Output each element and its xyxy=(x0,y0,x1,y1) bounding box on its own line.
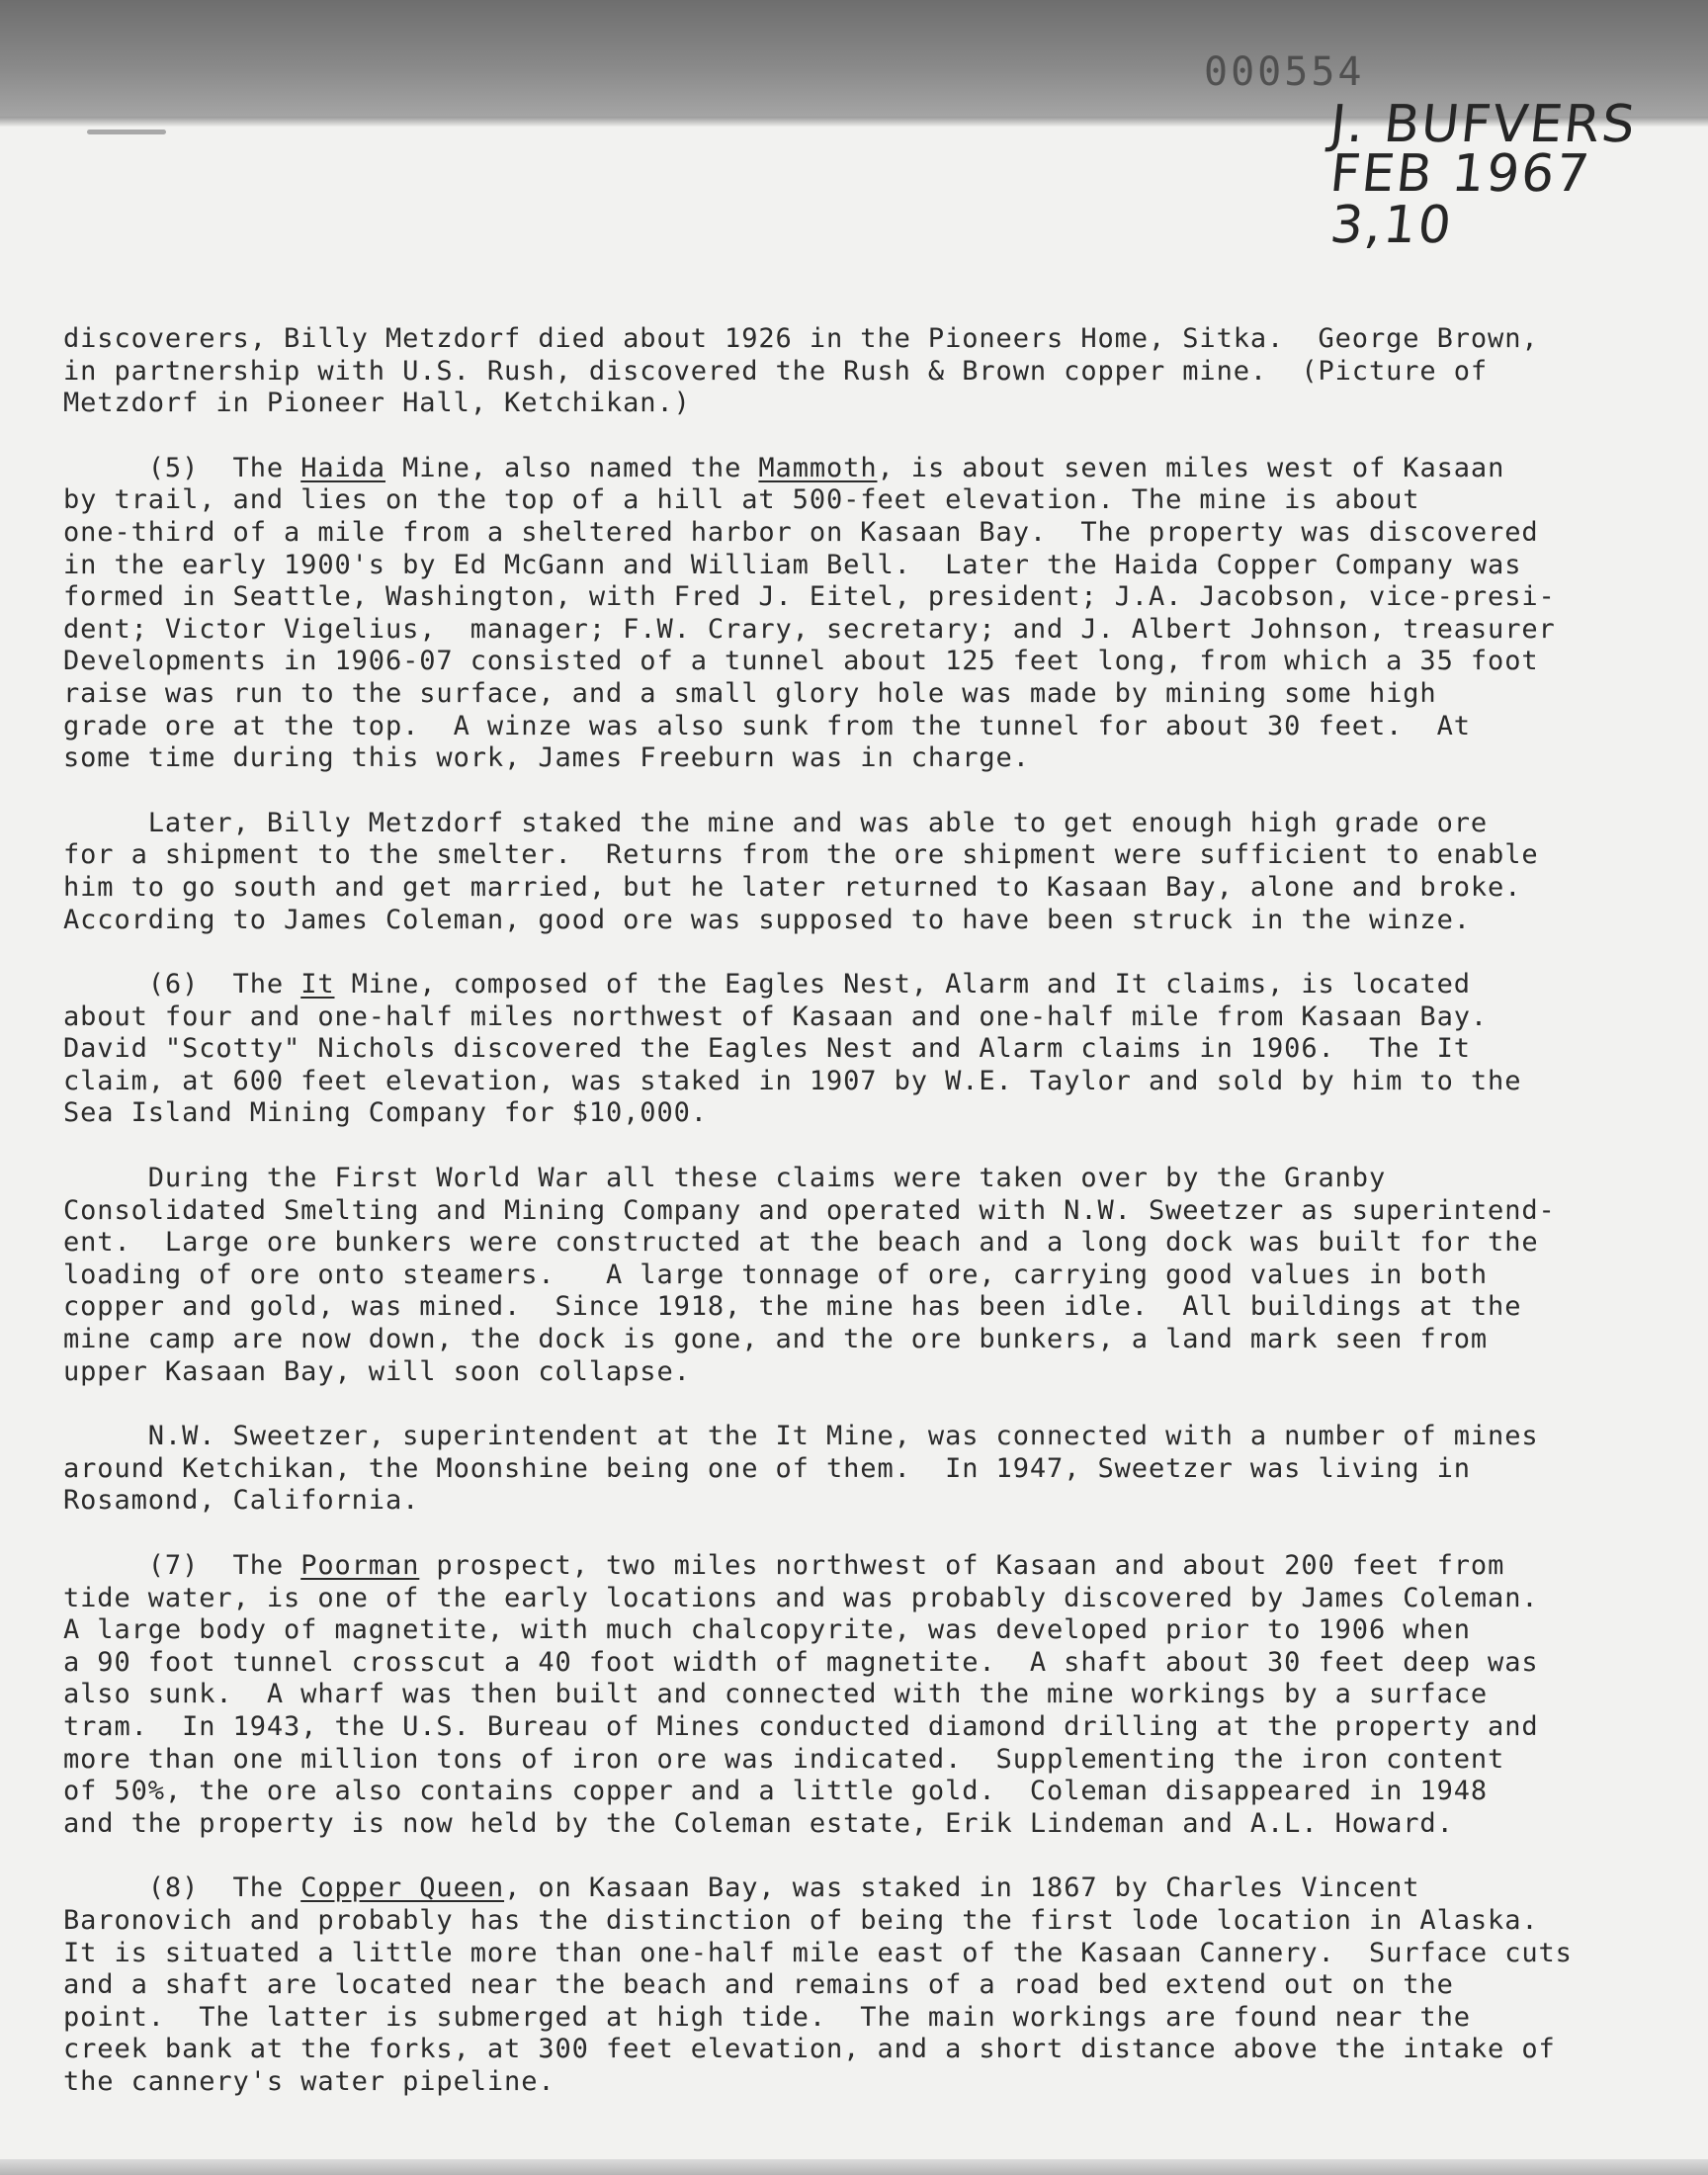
handwritten-author: J. BUFVERS xyxy=(1326,95,1640,154)
underlined-mine-name: Haida xyxy=(300,452,385,483)
text-line: N.W. Sweetzer, superintendent at the It Mine, was connected with a number of mines xyxy=(63,1421,1539,1452)
text-line: one-third of a mile from a sheltered harbor on Kasaan Bay. The property was discovered xyxy=(63,516,1539,548)
text-line: discoverers, Billy Metzdorf died about 1926 in the Pioneers Home, Sitka. George Brown, xyxy=(63,323,1539,354)
text-line: claim, at 600 feet elevation, was staked in 1907 by W.E. Taylor and sold by him to the xyxy=(63,1065,1522,1096)
text-line: a 90 foot tunnel crosscut a 40 foot width of magnetite. A shaft about 30 feet deep was xyxy=(63,1646,1539,1678)
text-line xyxy=(63,1550,1645,1583)
text-line: Later, Billy Metzdorf staked the mine and was able to get enough high grade ore xyxy=(63,807,1489,838)
text-line: upper Kasaan Bay, will soon collapse. xyxy=(63,1355,691,1387)
scan-edge-bottom xyxy=(0,2159,1708,2175)
text-line: Developments in 1906-07 consisted of a tunnel about 125 feet long, from which a 35 foot xyxy=(63,646,1539,677)
document-body xyxy=(63,323,1645,2132)
scan-mark xyxy=(87,130,166,134)
text-span: , on Kasaan Bay, was staked in 1867 by Charles Vincent xyxy=(504,1872,1420,1904)
text-span: (7) The xyxy=(63,1550,301,1581)
text-line: According to James Coleman, good ore was supposed to have been struck in the winze. xyxy=(63,904,1471,935)
text-line: copper and gold, was mined. Since 1918, the mine has been idle. All buildings at the xyxy=(63,1291,1522,1323)
text-line: around Ketchikan, the Moonshine being one of them. In 1947, Sweetzer was living in xyxy=(63,1452,1471,1484)
paragraph-metzdorf-staking xyxy=(63,808,1645,936)
text-span: (8) The xyxy=(63,1872,301,1904)
text-line: tram. In 1943, the U.S. Bureau of Mines conducted diamond drilling at the property and xyxy=(63,1710,1539,1742)
text-line: by trail, and lies on the top of a hill at 500-feet elevation. The mine is about xyxy=(63,484,1420,516)
paragraph-sweetzer xyxy=(63,1421,1645,1518)
text-span: Mine, composed of the Eagles Nest, Alarm and It claims, is located xyxy=(334,969,1471,1000)
text-line: mine camp are now down, the dock is gone, and the ore bunkers, a land mark seen from xyxy=(63,1324,1489,1355)
text-line: point. The latter is submerged at high tide. The main workings are found near the xyxy=(63,2001,1471,2033)
text-line: creek bank at the forks, at 300 feet elevation, and a short distance above the intake of xyxy=(63,2034,1556,2065)
handwritten-reference: 3,10 xyxy=(1326,196,1456,255)
text-line: dent; Victor Vigelius, manager; F.W. Crary, secretary; and J. Albert Johnson, treasurer xyxy=(63,613,1556,645)
text-line xyxy=(63,453,1645,485)
text-line: him to go south and get married, but he later returned to Kasaan Bay, alone and broke. xyxy=(63,871,1522,903)
paragraph-haida-mine xyxy=(63,453,1645,775)
text-span: (6) The xyxy=(63,969,301,1000)
text-line: the cannery's water pipeline. xyxy=(63,2065,555,2097)
text-line: and the property is now held by the Coleman estate, Erik Lindeman and A.L. Howard. xyxy=(63,1807,1454,1839)
text-line: also sunk. A wharf was then built and connected with the mine workings by a surface xyxy=(63,1679,1489,1710)
paragraph-poorman xyxy=(63,1550,1645,1840)
paragraph-it-mine xyxy=(63,969,1645,1130)
text-line: for a shipment to the smelter. Returns from the ore shipment were sufficient to enable xyxy=(63,839,1539,871)
text-line: Metzdorf in Pioneer Hall, Ketchikan.) xyxy=(63,388,691,419)
text-span: prospect, two miles northwest of Kasaan and about 200 feet from xyxy=(419,1550,1505,1581)
text-line: Sea Island Mining Company for $10,000. xyxy=(63,1097,708,1129)
text-line: of 50%, the ore also contains copper and a little gold. Coleman disappeared in 1948 xyxy=(63,1776,1489,1807)
text-line: loading of ore onto steamers. A large tonnage of ore, carrying good values in both xyxy=(63,1259,1489,1290)
text-line: more than one million tons of iron ore was indicated. Supplementing the iron content xyxy=(63,1743,1505,1775)
text-line xyxy=(63,1872,1645,1905)
text-line xyxy=(63,969,1645,1001)
text-line: in the early 1900's by Ed McGann and William Bell. Later the Haida Copper Company was xyxy=(63,549,1522,580)
text-span: , is about seven miles west of Kasaan xyxy=(877,452,1505,483)
handwritten-date: FEB 1967 xyxy=(1326,144,1594,204)
text-line: about four and one-half miles northwest of Kasaan and one-half mile from Kasaan Bay. xyxy=(63,1000,1489,1032)
text-line: grade ore at the top. A winze was also sunk from the tunnel for about 30 feet. At xyxy=(63,710,1471,741)
text-line: A large body of magnetite, with much chalcopyrite, was developed prior to 1906 when xyxy=(63,1614,1471,1646)
text-line: It is situated a little more than one-half mile east of the Kasaan Cannery. Surface cuts xyxy=(63,1937,1573,1968)
text-line: During the First World War all these claims were taken over by the Granby xyxy=(63,1163,1387,1194)
text-line: formed in Seattle, Washington, with Fred J. Eitel, president; J.A. Jacobson, vice-presi- xyxy=(63,581,1556,613)
paragraph-copper-queen xyxy=(63,1872,1645,2098)
text-line: some time during this work, James Freeburn was in charge. xyxy=(63,742,1030,774)
underlined-mine-name: Copper Queen xyxy=(300,1872,505,1904)
text-line: and a shaft are located near the beach and remains of a road bed extend out on the xyxy=(63,1969,1454,2001)
underlined-mine-name: Poorman xyxy=(300,1550,420,1581)
text-line: ent. Large ore bunkers were constructed at the beach and a long dock was built for the xyxy=(63,1227,1539,1259)
text-line: Baronovich and probably has the distinction of being the first lode location in Alaska. xyxy=(63,1904,1539,1936)
text-line: in partnership with U.S. Rush, discovered the Rush & Brown copper mine. (Picture of xyxy=(63,355,1489,387)
text-line: David "Scotty" Nichols discovered the Eagles Nest and Alarm claims in 1906. The It xyxy=(63,1033,1471,1065)
underlined-mine-name: It xyxy=(300,969,335,1000)
text-span: Mine, also named the xyxy=(384,452,759,483)
paragraph-discoverers xyxy=(63,323,1645,420)
text-line: Consolidated Smelting and Mining Company and operated with N.W. Sweetzer as superintend- xyxy=(63,1194,1556,1226)
text-line: tide water, is one of the early locations and was probably discovered by James Coleman. xyxy=(63,1582,1539,1613)
underlined-mine-name: Mammoth xyxy=(758,452,878,483)
text-line: raise was run to the surface, and a small glory hole was made by mining some high xyxy=(63,677,1437,709)
paragraph-world-war xyxy=(63,1163,1645,1388)
text-span: (5) The xyxy=(63,452,301,483)
page-number-stamp: 000554 xyxy=(1204,49,1365,95)
text-line: Rosamond, California. xyxy=(63,1485,420,1517)
